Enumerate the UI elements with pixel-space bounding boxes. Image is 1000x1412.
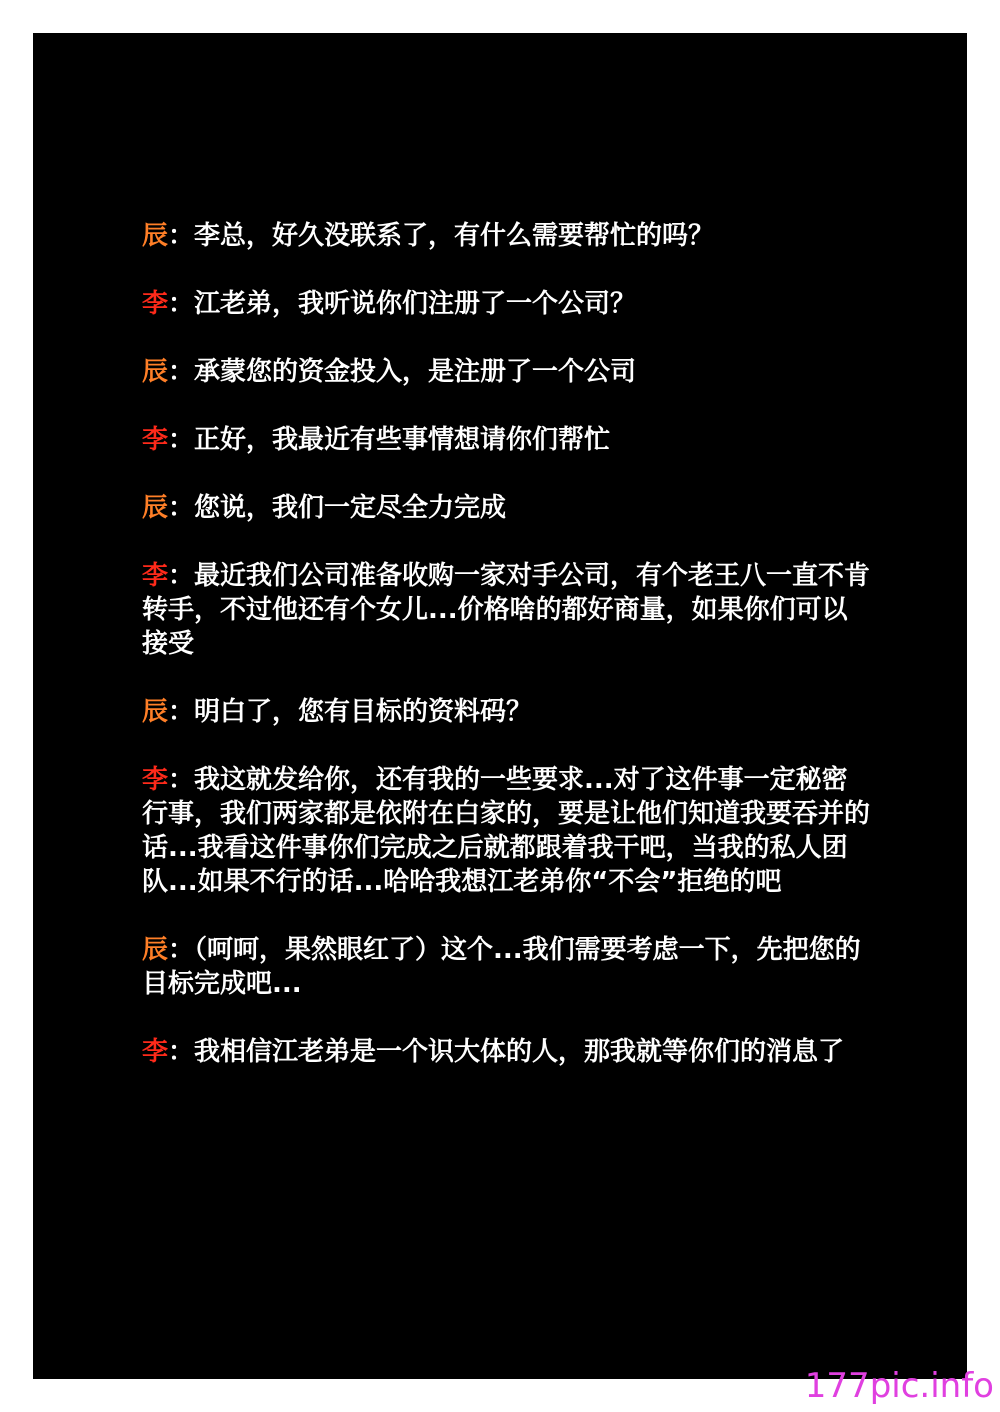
speaker-label: 辰: [142, 221, 169, 251]
speaker-separator: ：: [168, 935, 195, 965]
dialogue-text: [142, 219, 872, 1103]
dialogue-content: 正好，我最近有些事情想请你们帮忙: [194, 425, 611, 455]
dialogue-content: 李总，好久没联系了，有什么需要帮忙的吗？: [194, 221, 715, 251]
speaker-label: 李: [142, 765, 169, 795]
watermark: 177pic.info: [804, 1366, 994, 1406]
dialogue-line: [142, 559, 872, 661]
speaker-label: 李: [142, 1037, 169, 1067]
dialogue-panel: [33, 33, 967, 1379]
speaker-label: 辰: [142, 697, 169, 727]
dialogue-line: [142, 287, 872, 321]
dialogue-content: 明白了，您有目标的资料码？: [194, 697, 533, 727]
speaker-separator: ：: [168, 765, 195, 795]
dialogue-line: [142, 763, 872, 899]
speaker-separator: ：: [168, 425, 195, 455]
speaker-separator: ：: [168, 221, 195, 251]
dialogue-line: [142, 1035, 872, 1069]
dialogue-content: 我相信江老弟是一个识大体的人，那我就等你们的消息了: [194, 1037, 845, 1067]
dialogue-line: [142, 933, 872, 1001]
speaker-separator: ：: [168, 697, 195, 727]
dialogue-content: 您说，我们一定尽全力完成: [194, 493, 507, 523]
speaker-label: 李: [142, 561, 169, 591]
dialogue-line: [142, 219, 872, 253]
speaker-separator: ：: [168, 289, 195, 319]
dialogue-content: 江老弟，我听说你们注册了一个公司？: [194, 289, 637, 319]
speaker-label: 李: [142, 289, 169, 319]
dialogue-content: （呵呵，果然眼红了）这个...我们需要考虑一下，先把您的目标完成吧...: [142, 935, 861, 999]
speaker-separator: ：: [168, 357, 195, 387]
speaker-label: 辰: [142, 493, 169, 523]
speaker-label: 李: [142, 425, 169, 455]
dialogue-line: [142, 355, 872, 389]
speaker-label: 辰: [142, 357, 169, 387]
dialogue-content: 最近我们公司准备收购一家对手公司，有个老王八一直不肯转手，不过他还有个女儿...价格啥的都好商量，如果你们可以接受: [142, 561, 871, 659]
dialogue-line: [142, 695, 872, 729]
speaker-separator: ：: [168, 561, 195, 591]
speaker-separator: ：: [168, 493, 195, 523]
dialogue-content: 承蒙您的资金投入，是注册了一个公司: [194, 357, 637, 387]
dialogue-line: [142, 491, 872, 525]
dialogue-line: [142, 423, 872, 457]
dialogue-content: 我这就发给你，还有我的一些要求...对了这件事一定秘密行事，我们两家都是依附在白家的，要是让他们知道我要吞并的话...我看这件事你们完成之后就都跟着我干吧，当我的私人团队...如果不行的话...哈哈我想江老弟你“不会”拒绝的吧: [142, 765, 871, 897]
speaker-label: 辰: [142, 935, 169, 965]
speaker-separator: ：: [168, 1037, 195, 1067]
